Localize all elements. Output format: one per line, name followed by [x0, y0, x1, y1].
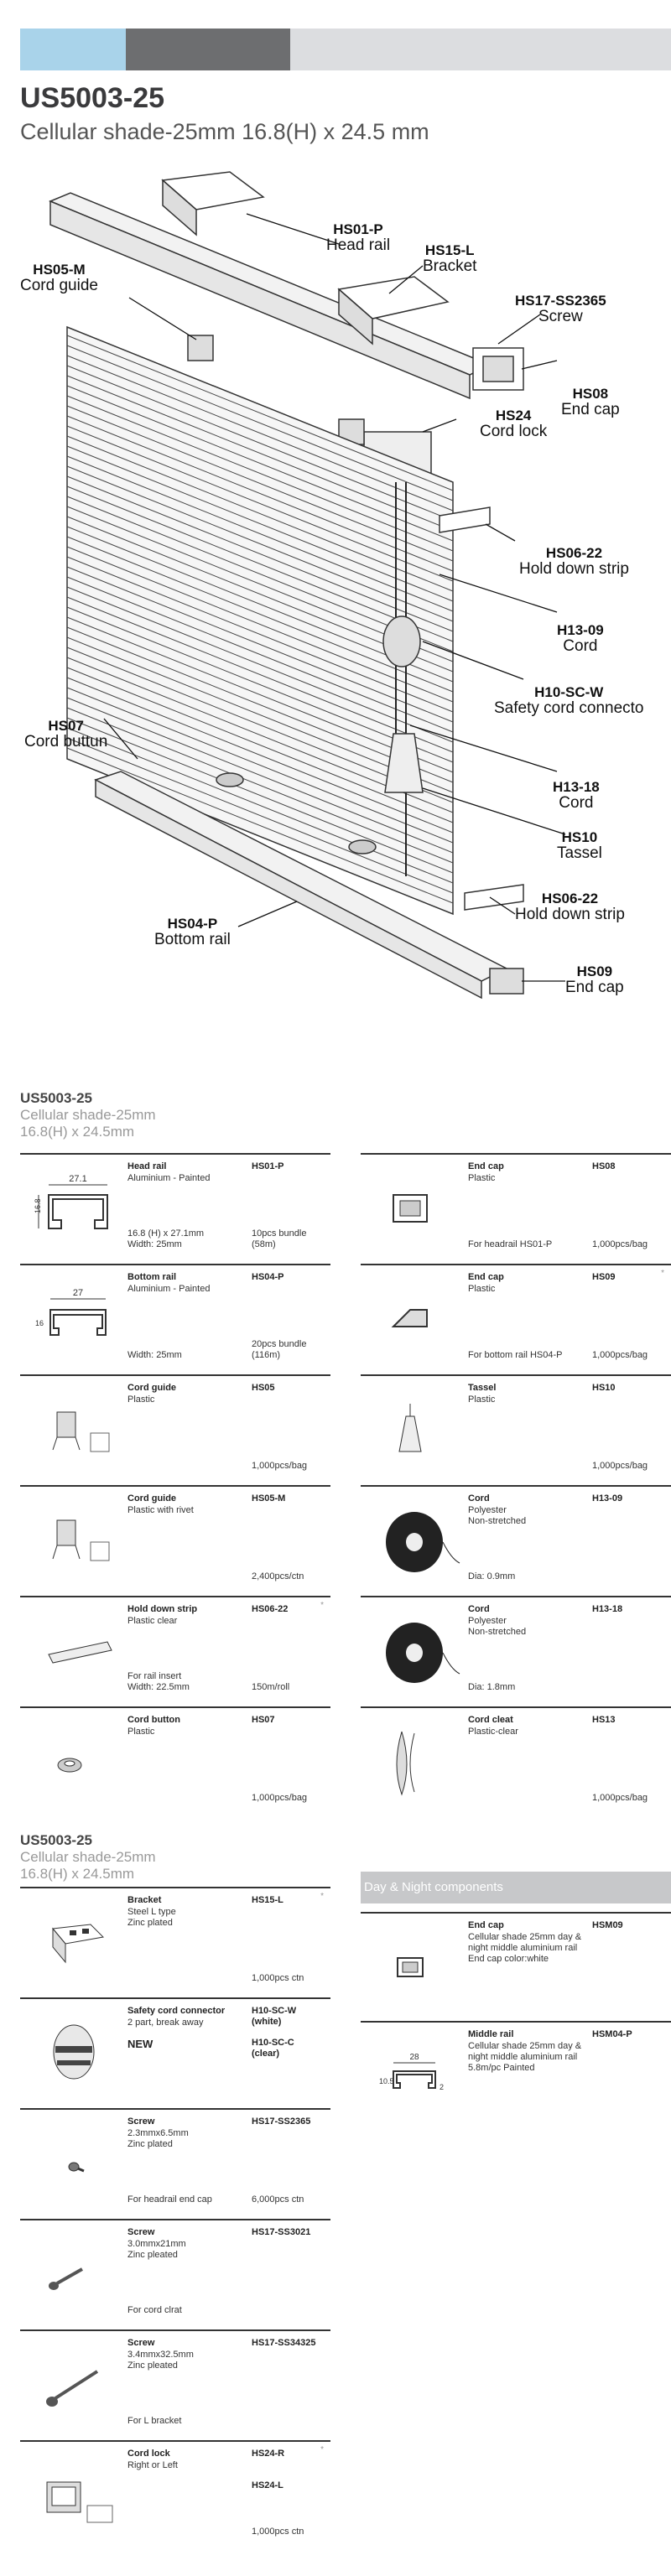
part-desc: Cellular shade 25mm day & night middle aluminium rail 5.8m/pc Painted	[468, 2041, 582, 2074]
diagram-label-cord-1-8: H13-18 Cord	[553, 779, 600, 812]
part-card-hs17-ss2365	[20, 2108, 330, 2215]
diagram-label-cord-button: HS07 Cord buttun	[24, 718, 108, 750]
part-card-h10-sc	[20, 1997, 330, 2105]
part-name: Cord	[468, 1493, 490, 1504]
part-card-hs01-p	[20, 1153, 330, 1260]
screw-icon	[32, 2125, 124, 2200]
part-card-hs08	[361, 1153, 671, 1260]
part-card-hs24	[20, 2440, 330, 2547]
day-night-header: Day & Night components	[361, 1872, 671, 1903]
cord-lock-icon	[32, 2457, 124, 2532]
part-code: HS13	[592, 1715, 616, 1725]
header-bar-light	[290, 29, 671, 70]
part-code: HSM04-P	[592, 2029, 632, 2039]
exploded-diagram-drawing	[20, 155, 671, 1019]
bottom-rail-profile-icon	[32, 1280, 124, 1356]
end-cap-bottom-icon	[372, 1280, 465, 1356]
part-mark: *	[320, 2445, 324, 2454]
part-code: HS04-P	[252, 1272, 284, 1282]
part-pack: 1,000pcs ctn	[252, 1972, 304, 1983]
bottom-rail-width-dim: 27	[72, 1288, 84, 1298]
part-note: Dia: 1.8mm	[468, 1681, 516, 1692]
part-pack: 20pcs bundle (116m)	[252, 1338, 307, 1360]
safety-connector-icon	[32, 2014, 124, 2090]
section1-title: US5003-25	[20, 1090, 93, 1106]
part-desc: Plastic	[127, 1727, 155, 1737]
diagram-label-screw: HS17-SS2365 Screw	[515, 293, 606, 325]
section1-subtitle: Cellular shade-25mm	[20, 1107, 156, 1123]
part-pack: 1,000pcs ctn	[252, 2526, 304, 2537]
part-code: HS17-SS34325	[252, 2338, 316, 2348]
part-name: Cord lock	[127, 2449, 170, 2459]
part-name: Bracket	[127, 1895, 162, 1905]
part-card-h13-09	[361, 1485, 671, 1592]
section1-dimensions: 16.8(H) x 24.5mm	[20, 1123, 135, 1140]
day-night-end-cap-icon	[372, 1929, 465, 2004]
part-code: HSM09	[592, 1920, 623, 1930]
part-desc: Plastic	[127, 1394, 155, 1405]
part-note: Dia: 0.9mm	[468, 1571, 516, 1581]
part-name: Screw	[127, 2338, 155, 2348]
part-note: For L bracket	[127, 2415, 182, 2426]
cord-spool-icon	[372, 1502, 465, 1577]
part-code: HS17-SS2365	[252, 2116, 311, 2127]
bracket-icon	[32, 1903, 124, 1979]
part-name: Cord	[468, 1604, 490, 1614]
end-cap-icon	[372, 1170, 465, 1245]
header-bar-blue	[20, 29, 126, 70]
part-note: For headrail end cap	[127, 2194, 212, 2205]
part-code: HS07	[252, 1715, 275, 1725]
tassel-icon	[372, 1391, 465, 1467]
part-pack: 1,000pcs/bag	[252, 1460, 308, 1471]
part-code: HS06-22	[252, 1604, 289, 1614]
part-card-hs09	[361, 1264, 671, 1371]
diagram-label-safety-cord-connector: H10-SC-W Safety cord connecto	[494, 684, 644, 717]
part-mark: *	[320, 1892, 324, 1901]
diagram-label-cord-guide: HS05-M Cord guide	[20, 262, 98, 294]
part-desc: Right or Left	[127, 2460, 178, 2470]
part-pack: 1,000pcs/bag	[592, 1792, 648, 1803]
cord-button-icon	[32, 1723, 124, 1799]
diagram-label-bottom-rail: HS04-P Bottom rail	[154, 916, 231, 948]
part-name: Screw	[127, 2116, 155, 2127]
diagram-label-hold-down-strip-top: HS06-22 Hold down strip	[519, 545, 629, 578]
part-card-hs05-m	[20, 1485, 330, 1592]
middle-rail-lip-dim: 2	[440, 2083, 445, 2091]
part-mark: *	[320, 1601, 324, 1610]
part-code: HS08	[592, 1161, 616, 1171]
new-badge: NEW	[127, 2038, 153, 2050]
part-note: 16.8 (H) x 27.1mm Width: 25mm	[127, 1228, 205, 1249]
part-desc: Plastic	[468, 1394, 496, 1405]
part-code: HS09	[592, 1272, 616, 1282]
head-rail-width-dim: 27.1	[69, 1174, 87, 1184]
part-code: HS05-M	[252, 1493, 286, 1504]
part-card-h13-18	[361, 1596, 671, 1703]
part-desc: 2 part, break away	[127, 2018, 204, 2028]
part-card-hs13	[361, 1706, 671, 1814]
part-name: Head rail	[127, 1161, 167, 1171]
part-name: Middle rail	[468, 2029, 514, 2039]
part-code-alt: H10-SC-C (clear)	[252, 2038, 294, 2059]
part-pack: 1,000pcs/bag	[592, 1460, 648, 1471]
part-desc: Aluminium - Painted	[127, 1173, 211, 1183]
part-desc: Cellular shade 25mm day & night middle aluminium rail End cap color:white	[468, 1932, 582, 1965]
cord-guide-rivet-icon	[32, 1502, 124, 1577]
part-card-hsm09	[361, 1912, 671, 2019]
part-code: HS01-P	[252, 1161, 284, 1171]
part-code-alt: HS24-L	[252, 2480, 283, 2490]
part-pack: 6,000pcs ctn	[252, 2194, 304, 2205]
hold-down-strip-icon	[32, 1613, 124, 1688]
part-note: Width: 25mm	[127, 1349, 182, 1360]
cord-guide-icon	[32, 1391, 124, 1467]
cord-spool-icon	[372, 1613, 465, 1688]
part-pack: 150m/roll	[252, 1681, 290, 1692]
part-name: End cap	[468, 1272, 504, 1282]
diagram-label-hold-down-strip-bottom: HS06-22 Hold down strip	[515, 891, 625, 923]
part-note: For bottom rail HS04-P	[468, 1349, 563, 1360]
diagram-label-cord-0-9: H13-09 Cord	[557, 622, 604, 655]
part-pack: 10pcs bundle (58m)	[252, 1228, 307, 1249]
part-name: Safety cord connector	[127, 2006, 226, 2016]
header-color-bars	[20, 29, 671, 70]
part-mark: *	[661, 1269, 664, 1278]
part-code: HS05	[252, 1383, 275, 1393]
cord-cleat-icon	[372, 1723, 465, 1799]
part-card-hsm04-p	[361, 2021, 671, 2128]
section2-title: US5003-25	[20, 1832, 93, 1848]
part-pack: 1,000pcs/bag	[252, 1792, 308, 1803]
part-name: End cap	[468, 1920, 504, 1930]
part-code: H13-09	[592, 1493, 623, 1504]
part-pack: 1,000pcs/bag	[592, 1349, 648, 1360]
part-card-hs05	[20, 1374, 330, 1482]
part-desc: Aluminium - Painted	[127, 1284, 211, 1294]
part-note: For rail insert Width: 22.5mm	[127, 1670, 190, 1692]
diagram-label-bracket: HS15-L Bracket	[423, 242, 477, 275]
middle-rail-height-dim: 10.5	[379, 2077, 394, 2085]
part-desc: Plastic-clear	[468, 1727, 518, 1737]
header-bar-gray	[126, 29, 290, 70]
part-card-hs04-p	[20, 1264, 330, 1371]
part-desc: 3.0mmx21mm Zinc pleated	[127, 2239, 186, 2261]
part-desc: 2.3mmx6.5mm Zinc plated	[127, 2128, 189, 2150]
section2-subtitle: Cellular shade-25mm	[20, 1849, 156, 1865]
part-card-hs06-22	[20, 1596, 330, 1703]
part-name: Screw	[127, 2227, 155, 2237]
section1-header	[20, 1090, 156, 1140]
middle-rail-width-dim: 28	[409, 2053, 419, 2062]
part-name: Cord button	[127, 1715, 180, 1725]
part-name: Cord cleat	[468, 1715, 513, 1725]
part-desc: Polyester Non-stretched	[468, 1505, 527, 1527]
screw-icon	[32, 2236, 124, 2311]
part-card-hs15-l	[20, 1887, 330, 1994]
part-card-hs07	[20, 1706, 330, 1814]
bottom-rail-height-dim: 16	[35, 1319, 44, 1327]
part-code: HS17-SS3021	[252, 2227, 311, 2237]
part-name: Cord guide	[127, 1493, 177, 1504]
part-code: HS24-R	[252, 2449, 285, 2459]
part-desc: Steel L type Zinc plated	[127, 1907, 176, 1929]
screw-icon	[32, 2346, 124, 2422]
part-note: For cord clrat	[127, 2304, 182, 2315]
part-name: Bottom rail	[127, 1272, 177, 1282]
diagram-label-tassel: HS10 Tassel	[557, 829, 602, 862]
part-desc: Plastic	[468, 1284, 496, 1294]
part-name: End cap	[468, 1161, 504, 1171]
section2-header	[20, 1832, 156, 1882]
part-card-hs10	[361, 1374, 671, 1482]
head-rail-profile-icon	[32, 1170, 124, 1245]
part-card-hs17-ss34325	[20, 2329, 330, 2437]
part-code: H10-SC-W (white)	[252, 2006, 297, 2028]
middle-rail-profile-icon	[372, 2038, 465, 2113]
part-code: HS15-L	[252, 1895, 283, 1905]
part-desc: 3.4mmx32.5mm Zinc pleated	[127, 2350, 194, 2371]
part-card-hs17-ss3021	[20, 2219, 330, 2326]
exploded-diagram	[20, 155, 671, 1019]
part-code: HS10	[592, 1383, 616, 1393]
part-name: Cord guide	[127, 1383, 177, 1393]
part-desc: Plastic with rivet	[127, 1505, 194, 1515]
diagram-label-head-rail: HS01-P Head rail	[326, 221, 391, 254]
part-desc: Plastic	[468, 1173, 496, 1183]
head-rail-height-dim: 16.8	[34, 1198, 42, 1213]
part-note: For headrail HS01-P	[468, 1239, 553, 1249]
diagram-label-end-cap-bottom: HS09 End cap	[565, 963, 624, 996]
page-subtitle: Cellular shade-25mm 16.8(H) x 24.5 mm	[20, 119, 429, 144]
part-pack: 2,400pcs/ctn	[252, 1571, 304, 1581]
part-desc: Plastic clear	[127, 1616, 178, 1626]
page-title: US5003-25	[20, 82, 165, 114]
section2-dimensions: 16.8(H) x 24.5mm	[20, 1865, 135, 1882]
part-name: Hold down strip	[127, 1604, 198, 1614]
part-name: Tassel	[468, 1383, 497, 1393]
part-desc: Polyester Non-stretched	[468, 1616, 527, 1638]
part-code: H13-18	[592, 1604, 623, 1614]
diagram-label-cord-lock: HS24 Cord lock	[480, 408, 548, 440]
part-pack: 1,000pcs/bag	[592, 1239, 648, 1249]
diagram-label-end-cap-top: HS08 End cap	[561, 386, 620, 418]
